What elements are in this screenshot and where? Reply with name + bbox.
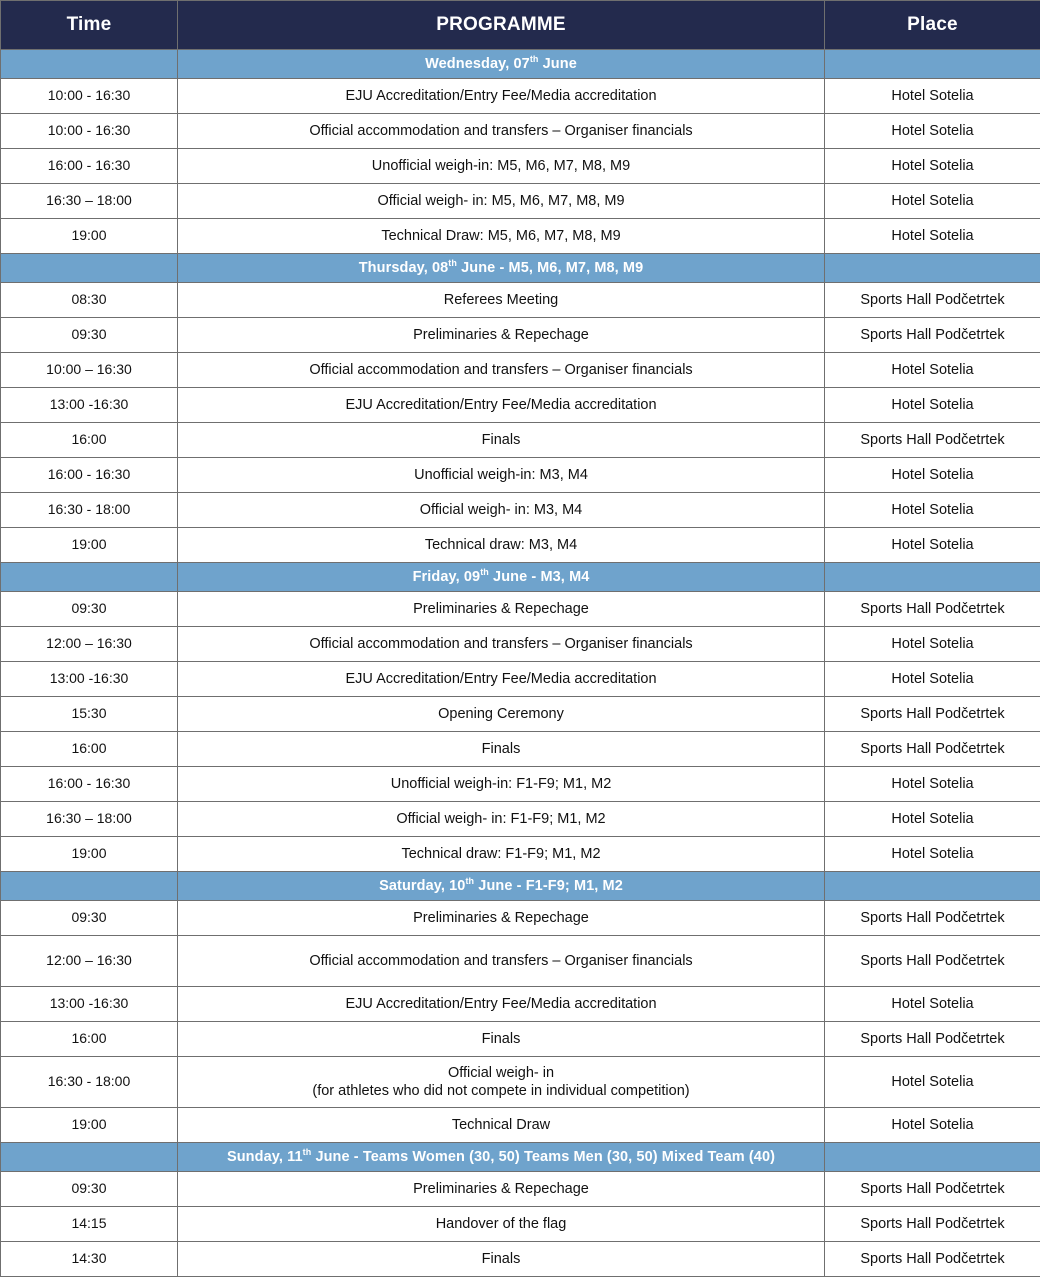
cell-time: 19:00 [1,1108,178,1143]
cell-programme: Official accommodation and transfers – Organiser financials [178,114,825,149]
cell-time: 16:30 – 18:00 [1,184,178,219]
cell-place: Hotel Sotelia [825,528,1040,563]
cell-programme: Finals [178,1242,825,1277]
cell-place: Hotel Sotelia [825,837,1040,872]
cell-place: Sports Hall Podčetrtek [825,1022,1040,1057]
schedule-row [1,114,1040,149]
day-header-row [1,50,1040,79]
cell-time: 09:30 [1,1172,178,1207]
day-ordinal-suffix: th [465,876,474,886]
cell-programme: Technical draw: F1-F9; M1, M2 [178,837,825,872]
table-body [1,50,1040,1277]
schedule-row [1,1172,1040,1207]
cell-time: 16:30 - 18:00 [1,493,178,528]
cell-place: Hotel Sotelia [825,767,1040,802]
cell-time: 16:30 – 18:00 [1,802,178,837]
cell-place: Hotel Sotelia [825,493,1040,528]
schedule-row [1,732,1040,767]
day-header-spacer-left [1,50,178,79]
cell-programme-line-2: (for athletes who did not compete in individual competition) [182,1082,820,1100]
day-header-spacer-right [825,50,1040,79]
cell-place: Sports Hall Podčetrtek [825,732,1040,767]
day-header-spacer-left [1,1143,178,1172]
day-ordinal-suffix: th [448,258,457,268]
schedule-row [1,1242,1040,1277]
schedule-row [1,423,1040,458]
cell-programme: Preliminaries & Repechage [178,592,825,627]
cell-time: 19:00 [1,528,178,563]
cell-place: Hotel Sotelia [825,458,1040,493]
cell-place: Hotel Sotelia [825,627,1040,662]
cell-time: 15:30 [1,697,178,732]
cell-place: Hotel Sotelia [825,184,1040,219]
schedule-row [1,184,1040,219]
cell-place: Hotel Sotelia [825,388,1040,423]
schedule-row [1,388,1040,423]
cell-time: 08:30 [1,283,178,318]
schedule-row [1,458,1040,493]
cell-programme: Finals [178,732,825,767]
cell-programme: Official accommodation and transfers – Organiser financials [178,627,825,662]
day-header-row [1,563,1040,592]
day-header-row [1,872,1040,901]
cell-programme: Unofficial weigh-in: M3, M4 [178,458,825,493]
cell-programme: Preliminaries & Repechage [178,318,825,353]
day-header-spacer-right [825,563,1040,592]
day-ordinal-suffix: th [303,1147,312,1157]
cell-time: 16:30 - 18:00 [1,1057,178,1108]
cell-programme: Technical Draw [178,1108,825,1143]
day-header-spacer-right [825,254,1040,283]
cell-programme: Technical draw: M3, M4 [178,528,825,563]
day-header-spacer-left [1,254,178,283]
cell-programme: EJU Accreditation/Entry Fee/Media accreditation [178,79,825,114]
cell-time: 16:00 [1,732,178,767]
cell-programme: Finals [178,1022,825,1057]
cell-place: Hotel Sotelia [825,79,1040,114]
cell-place: Sports Hall Podčetrtek [825,423,1040,458]
cell-programme: Official weigh- in: M5, M6, M7, M8, M9 [178,184,825,219]
cell-time: 16:00 - 16:30 [1,458,178,493]
cell-programme: Unofficial weigh-in: M5, M6, M7, M8, M9 [178,149,825,184]
schedule-row [1,283,1040,318]
day-header-row [1,1143,1040,1172]
schedule-row [1,149,1040,184]
cell-programme: Official accommodation and transfers – Organiser financials [178,353,825,388]
cell-time: 13:00 -16:30 [1,987,178,1022]
column-header-place: Place [825,1,1040,50]
schedule-row [1,493,1040,528]
cell-place: Sports Hall Podčetrtek [825,1172,1040,1207]
schedule-row [1,662,1040,697]
day-ordinal-suffix: th [530,54,539,64]
schedule-row [1,901,1040,936]
cell-time: 12:00 – 16:30 [1,627,178,662]
cell-place: Sports Hall Podčetrtek [825,697,1040,732]
day-header-spacer-left [1,872,178,901]
cell-programme: Opening Ceremony [178,697,825,732]
schedule-row [1,592,1040,627]
cell-programme: Official weigh- in: F1-F9; M1, M2 [178,802,825,837]
schedule-row [1,837,1040,872]
cell-time: 19:00 [1,219,178,254]
cell-place: Sports Hall Podčetrtek [825,901,1040,936]
cell-place: Sports Hall Podčetrtek [825,1242,1040,1277]
cell-programme: Finals [178,423,825,458]
cell-time: 09:30 [1,592,178,627]
schedule-row [1,219,1040,254]
cell-time: 13:00 -16:30 [1,388,178,423]
cell-place: Hotel Sotelia [825,149,1040,184]
cell-place: Hotel Sotelia [825,662,1040,697]
cell-place: Hotel Sotelia [825,802,1040,837]
schedule-row [1,1022,1040,1057]
cell-time: 16:00 [1,423,178,458]
schedule-row [1,1057,1040,1108]
column-header-time: Time [1,1,178,50]
day-header-label: Friday, 09th June - M3, M4 [178,563,825,592]
schedule-row [1,318,1040,353]
schedule-row [1,936,1040,987]
schedule-row [1,1207,1040,1242]
cell-place: Sports Hall Podčetrtek [825,936,1040,987]
schedule-row [1,697,1040,732]
cell-programme: Referees Meeting [178,283,825,318]
day-header-row [1,254,1040,283]
cell-programme: Technical Draw: M5, M6, M7, M8, M9 [178,219,825,254]
column-header-programme: PROGRAMME [178,1,825,50]
cell-programme: Preliminaries & Repechage [178,901,825,936]
schedule-row [1,987,1040,1022]
schedule-row [1,528,1040,563]
cell-time: 12:00 – 16:30 [1,936,178,987]
cell-time: 14:30 [1,1242,178,1277]
cell-place: Hotel Sotelia [825,219,1040,254]
schedule-row [1,79,1040,114]
cell-time: 09:30 [1,318,178,353]
cell-programme: EJU Accreditation/Entry Fee/Media accreditation [178,987,825,1022]
header-row [1,1,1040,50]
cell-place: Sports Hall Podčetrtek [825,592,1040,627]
schedule-row [1,627,1040,662]
cell-programme: Handover of the flag [178,1207,825,1242]
cell-place: Hotel Sotelia [825,987,1040,1022]
cell-programme: Official weigh- in: M3, M4 [178,493,825,528]
day-header-spacer-left [1,563,178,592]
schedule-row [1,767,1040,802]
cell-place: Sports Hall Podčetrtek [825,1207,1040,1242]
day-header-spacer-right [825,872,1040,901]
cell-time: 13:00 -16:30 [1,662,178,697]
cell-time: 10:00 – 16:30 [1,353,178,388]
cell-time: 14:15 [1,1207,178,1242]
day-header-spacer-right [825,1143,1040,1172]
cell-programme: Unofficial weigh-in: F1-F9; M1, M2 [178,767,825,802]
cell-programme: EJU Accreditation/Entry Fee/Media accreditation [178,662,825,697]
schedule-row [1,802,1040,837]
cell-time: 10:00 - 16:30 [1,114,178,149]
cell-programme: EJU Accreditation/Entry Fee/Media accreditation [178,388,825,423]
schedule-row [1,1108,1040,1143]
cell-programme-line-1: Official weigh- in [448,1065,554,1081]
cell-time: 16:00 - 16:30 [1,767,178,802]
day-header-label: Wednesday, 07th June [178,50,825,79]
cell-programme: Preliminaries & Repechage [178,1172,825,1207]
cell-programme [178,1057,825,1108]
cell-programme: Official accommodation and transfers – Organiser financials [178,936,825,987]
day-header-label: Saturday, 10th June - F1-F9; M1, M2 [178,872,825,901]
cell-place: Hotel Sotelia [825,1057,1040,1108]
day-header-label: Sunday, 11th June - Teams Women (30, 50) Teams Men (30, 50) Mixed Team (40) [178,1143,825,1172]
day-ordinal-suffix: th [480,567,489,577]
day-header-label: Thursday, 08th June - M5, M6, M7, M8, M9 [178,254,825,283]
cell-time: 16:00 - 16:30 [1,149,178,184]
cell-place: Hotel Sotelia [825,353,1040,388]
cell-time: 19:00 [1,837,178,872]
cell-time: 16:00 [1,1022,178,1057]
cell-time: 10:00 - 16:30 [1,79,178,114]
schedule-row [1,353,1040,388]
cell-place: Hotel Sotelia [825,114,1040,149]
cell-place: Sports Hall Podčetrtek [825,283,1040,318]
table-header [1,1,1040,50]
cell-place: Hotel Sotelia [825,1108,1040,1143]
cell-place: Sports Hall Podčetrtek [825,318,1040,353]
cell-time: 09:30 [1,901,178,936]
